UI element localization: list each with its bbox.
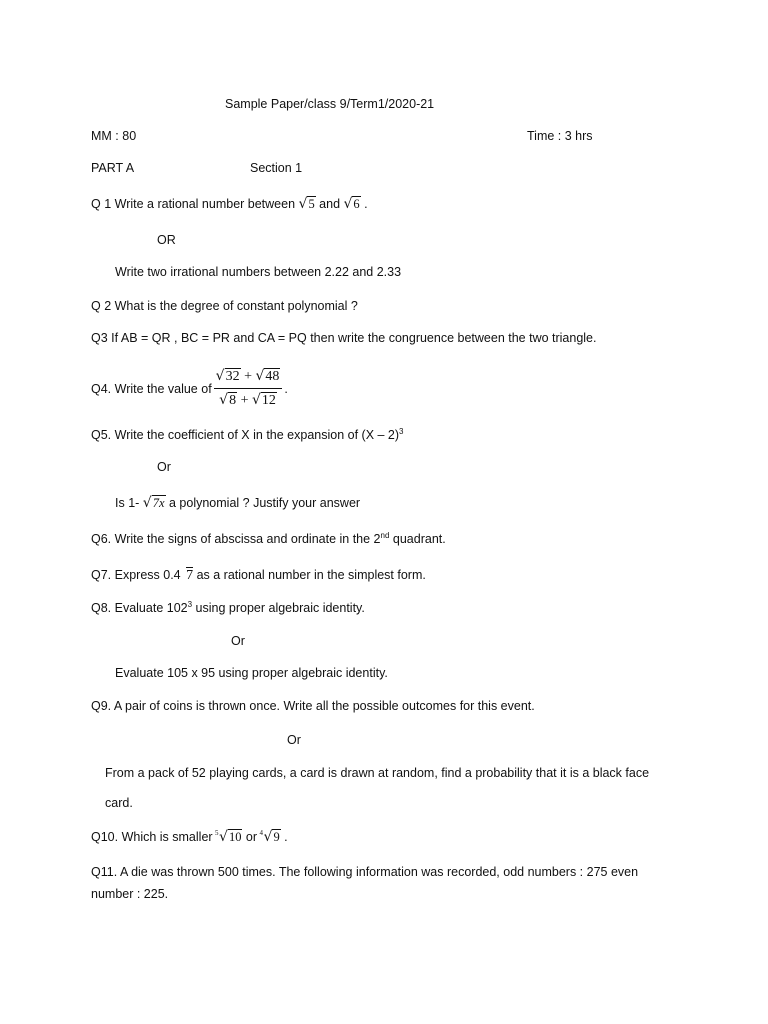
- or-label: OR: [157, 233, 176, 247]
- or-label: Or: [287, 733, 301, 747]
- or-label: Or: [157, 460, 171, 474]
- recurring-digit: 7: [186, 568, 194, 583]
- question-2: Q 2 What is the degree of constant polynomial ?: [91, 299, 358, 313]
- question-9: Q9. A pair of coins is thrown once. Write all the possible outcomes for this event.: [91, 699, 535, 713]
- question-4: Q4. Write the value of $\frac{√32 + √48}{√8 + √12}$ .: [91, 366, 288, 411]
- sqrt-6: √6: [343, 196, 360, 212]
- section-label: Section 1: [250, 161, 303, 175]
- question-5: Q5. Write the coefficient of X in the expansion of (X – 2)$^3$: [91, 426, 404, 442]
- question-8-alternative: Evaluate 105 x 95 using proper algebraic identity.: [115, 666, 388, 680]
- time-allowed: Time : 3 hrs: [527, 129, 593, 143]
- fraction: $\frac{√32 + √48}{√8 + √12}$: [214, 366, 283, 411]
- max-marks: MM : 80: [91, 129, 137, 143]
- question-11-line-2: number : 225.: [91, 887, 169, 901]
- question-9-alternative-line-1: From a pack of 52 playing cards, a card is drawn at random, find a probability that it is a black face: [105, 766, 650, 780]
- question-7: Q7. Express 0.4 7 as a rational number in the simplest form.: [91, 568, 426, 583]
- paper-title: Sample Paper/class 9/Term1/2020-21: [225, 97, 435, 111]
- question-10: Q10. Which is smaller 5 √10 or 4 √9 .: [91, 829, 288, 845]
- question-6: Q6. Write the signs of abscissa and ordinate in the 2nd quadrant.: [91, 530, 446, 546]
- question-9-alternative-line-2: card.: [105, 796, 133, 810]
- question-3: Q3 If AB = QR , BC = PR and CA = PQ then write the congruence between the two triangle.: [91, 331, 597, 345]
- question-1-alternative: Write two irrational numbers between 2.22 and 2.33: [115, 265, 402, 279]
- fifth-root-10: 5 √10: [215, 829, 242, 845]
- part-label: PART A: [91, 161, 135, 175]
- question-5-alternative: Is 1- √7x a polynomial ? Justify your answer: [115, 495, 361, 511]
- question-1: Q 1 Write a rational number between √5 and √6 .: [91, 196, 368, 212]
- question-11-line-1: Q11. A die was thrown 500 times. The following information was recorded, odd numbers : 275 even: [91, 865, 639, 879]
- or-label: Or: [231, 634, 245, 648]
- sqrt-5: √5: [298, 196, 315, 212]
- question-8: Q8. Evaluate $102^3$ using proper algebraic identity.: [91, 599, 365, 615]
- fourth-root-9: 4 √9: [259, 829, 280, 845]
- sqrt-7x: √7x: [142, 495, 165, 511]
